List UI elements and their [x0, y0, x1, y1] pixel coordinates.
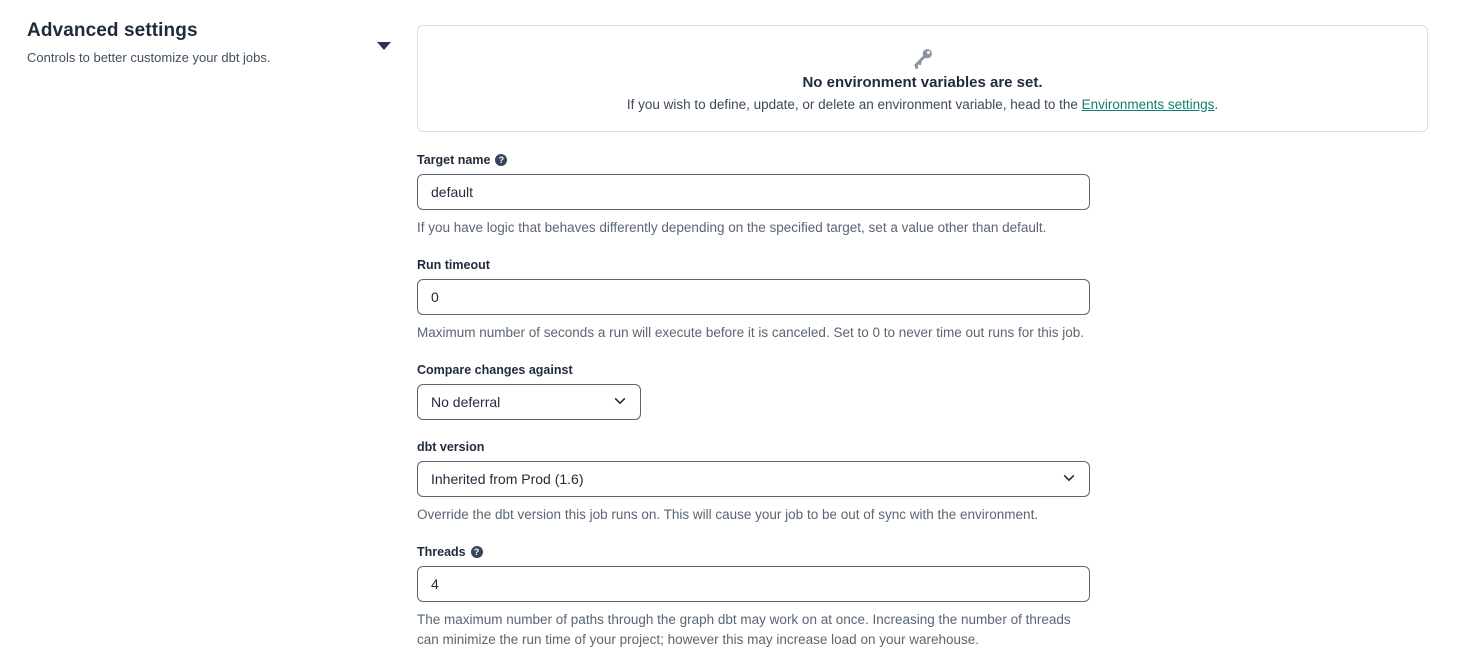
- compare-changes-label: Compare changes against: [417, 363, 573, 377]
- dbt-version-selected-value: Inherited from Prod (1.6): [431, 471, 584, 487]
- page-title: Advanced settings: [27, 20, 198, 41]
- target-name-help-text: If you have logic that behaves differently depending on the specified target, set a value other than default.: [417, 220, 1047, 235]
- run-timeout-help-text: Maximum number of seconds a run will execute before it is canceled. Set to 0 to never time out runs for this job.: [417, 325, 1085, 340]
- run-timeout-label: Run timeout: [417, 258, 490, 272]
- field-group-threads: [417, 545, 1090, 650]
- env-variables-title: No environment variables are set.: [802, 73, 1043, 91]
- advanced-settings-panel: [417, 25, 1428, 659]
- caret-down-icon[interactable]: [377, 42, 391, 50]
- env-message-suffix: .: [1214, 96, 1219, 112]
- question-circle-icon[interactable]: ?: [471, 546, 483, 558]
- field-group-compare-changes: [417, 363, 1090, 420]
- threads-help-text: The maximum number of paths through the graph dbt may work on at once. Increasing the number of threads can minimize the run time of your project; however this may increase load on your warehouse.: [417, 612, 1071, 647]
- env-message-prefix: If you wish to define, update, or delete an environment variable, head to the: [626, 96, 1082, 112]
- compare-changes-select[interactable]: [417, 384, 641, 420]
- field-group-run-timeout: [417, 258, 1090, 343]
- chevron-down-icon: [1062, 471, 1076, 488]
- run-timeout-input[interactable]: [417, 279, 1090, 315]
- compare-changes-selected-value: No deferral: [431, 394, 501, 410]
- target-name-label: Target name: [417, 153, 491, 167]
- chevron-down-icon: [613, 394, 627, 411]
- page-subtitle: Controls to better customize your dbt jobs.: [27, 50, 271, 65]
- dbt-version-help-text: Override the dbt version this job runs on. This will cause your job to be out of sync with the environment.: [417, 507, 1039, 522]
- key-icon: [911, 46, 935, 70]
- threads-input[interactable]: [417, 566, 1090, 602]
- target-name-input[interactable]: [417, 174, 1090, 210]
- env-variables-empty-state: [417, 25, 1428, 132]
- environments-settings-link[interactable]: Environments settings: [1081, 96, 1215, 112]
- advanced-settings-form: [417, 153, 1090, 650]
- threads-label: Threads: [417, 545, 466, 559]
- section-header: [27, 20, 367, 65]
- env-variables-message: [627, 97, 1218, 112]
- dbt-version-select[interactable]: [417, 461, 1090, 497]
- dbt-version-label: dbt version: [417, 440, 485, 454]
- question-circle-icon[interactable]: ?: [495, 154, 507, 166]
- field-group-dbt-version: [417, 440, 1090, 525]
- field-group-target-name: [417, 153, 1090, 238]
